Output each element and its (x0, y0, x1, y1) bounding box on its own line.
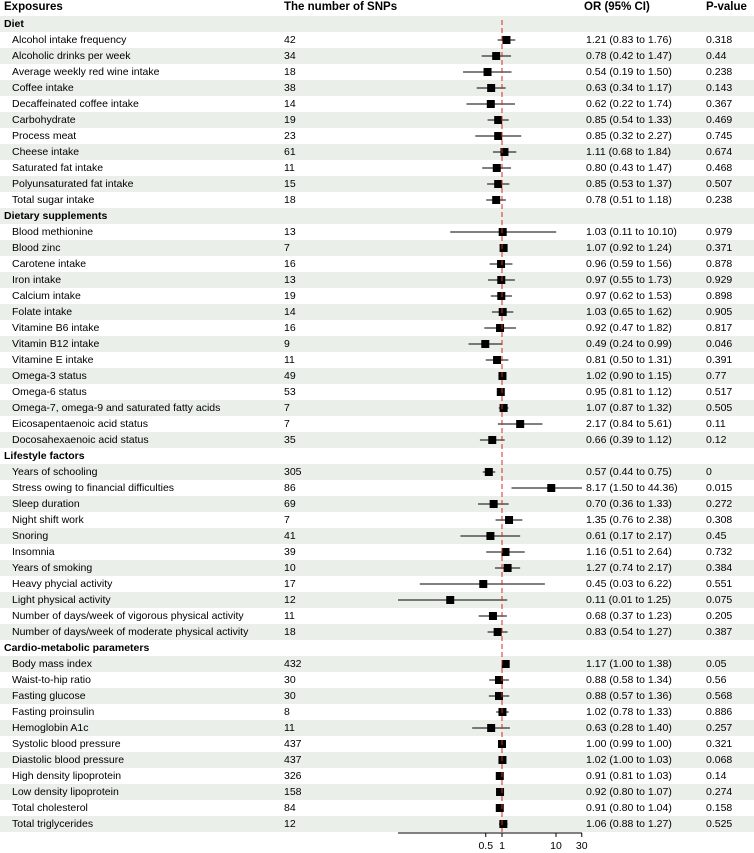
table-row (0, 480, 754, 496)
table-row (0, 768, 754, 784)
snp-count: 42 (284, 34, 296, 46)
p-value: 0.979 (706, 226, 733, 238)
or-ci-text: 0.45 (0.03 to 6.22) (586, 578, 672, 590)
snp-count: 11 (284, 162, 295, 174)
exposure-label: Waist-to-hip ratio (12, 674, 91, 686)
p-value: 0.745 (706, 130, 733, 142)
table-row (0, 528, 754, 544)
table-row (0, 800, 754, 816)
snp-count: 53 (284, 386, 296, 398)
or-ci-text: 1.11 (0.68 to 1.84) (586, 146, 672, 158)
x-axis-tick-label: 1 (499, 840, 505, 852)
exposure-label: Total cholesterol (12, 802, 88, 814)
p-value: 0.367 (706, 98, 733, 110)
p-value: 0.468 (706, 162, 733, 174)
snp-count: 23 (284, 130, 296, 142)
snp-count: 13 (284, 274, 296, 286)
table-row (0, 400, 754, 416)
snp-count: 432 (284, 658, 302, 670)
p-value: 0.05 (706, 658, 727, 670)
table-row (0, 752, 754, 768)
exposure-label: Heavy phycial activity (12, 578, 113, 590)
or-ci-text: 0.63 (0.34 to 1.17) (586, 82, 672, 94)
snp-count: 12 (284, 818, 296, 830)
header-exposures: Exposures (4, 1, 63, 13)
or-ci-text: 0.63 (0.28 to 1.40) (586, 722, 672, 734)
snp-count: 19 (284, 114, 296, 126)
table-row (0, 272, 754, 288)
snp-count: 12 (284, 594, 296, 606)
p-value: 0.371 (706, 242, 733, 254)
snp-count: 18 (284, 66, 296, 78)
p-value: 0.878 (706, 258, 733, 270)
table-row (0, 784, 754, 800)
p-value: 0.77 (706, 370, 727, 382)
table-row (0, 240, 754, 256)
snp-count: 39 (284, 546, 296, 558)
table-row (0, 720, 754, 736)
table-row (0, 192, 754, 208)
exposure-label: Vitamine E intake (12, 354, 94, 366)
snp-count: 30 (284, 674, 296, 686)
or-ci-text: 0.96 (0.59 to 1.56) (586, 258, 672, 270)
section-row (0, 16, 754, 32)
snp-count: 15 (284, 178, 296, 190)
exposure-label: Iron intake (12, 274, 62, 286)
or-ci-text: 0.78 (0.51 to 1.18) (586, 194, 672, 206)
or-ci-text: 1.17 (1.00 to 1.38) (586, 658, 672, 670)
section-label: Diet (4, 18, 24, 30)
section-row (0, 640, 754, 656)
exposure-label: Hemoglobin A1c (12, 722, 89, 734)
or-ci-text: 0.88 (0.58 to 1.34) (586, 674, 672, 686)
p-value: 0.507 (706, 178, 733, 190)
table-row (0, 816, 754, 832)
exposure-label: Snoring (12, 530, 49, 542)
table-row (0, 432, 754, 448)
p-value: 0.14 (706, 770, 727, 782)
or-ci-text: 0.85 (0.32 to 2.27) (586, 130, 672, 142)
or-ci-text: 0.83 (0.54 to 1.27) (586, 626, 672, 638)
snp-count: 86 (284, 482, 296, 494)
table-row (0, 256, 754, 272)
snp-count: 11 (284, 722, 295, 734)
p-value: 0.505 (706, 402, 733, 414)
section-label: Cardio-metabolic parameters (4, 642, 150, 654)
table-row (0, 560, 754, 576)
or-ci-text: 1.03 (0.65 to 1.62) (586, 306, 672, 318)
table-row (0, 736, 754, 752)
table-row (0, 464, 754, 480)
exposure-label: Diastolic blood pressure (12, 754, 125, 766)
snp-count: 7 (284, 418, 290, 430)
p-value: 0.12 (706, 434, 727, 446)
or-ci-text: 0.92 (0.47 to 1.82) (586, 322, 672, 334)
or-ci-text: 0.80 (0.43 to 1.47) (586, 162, 672, 174)
p-value: 0.046 (706, 338, 733, 350)
x-axis-tick-label: 0.5 (478, 840, 494, 852)
snp-count: 61 (284, 146, 296, 158)
table-row (0, 688, 754, 704)
or-ci-text: 0.85 (0.54 to 1.33) (586, 114, 672, 126)
snp-count: 16 (284, 322, 296, 334)
or-ci-text: 1.35 (0.76 to 2.38) (586, 514, 672, 526)
or-ci-text: 1.02 (0.78 to 1.33) (586, 706, 672, 718)
p-value: 0.257 (706, 722, 733, 734)
exposure-label: Average weekly red wine intake (12, 66, 160, 78)
p-value: 0.075 (706, 594, 733, 606)
table-row (0, 320, 754, 336)
table-row (0, 624, 754, 640)
exposure-label: Number of days/week of vigorous physical activity (12, 610, 244, 622)
table-row (0, 160, 754, 176)
table-row (0, 352, 754, 368)
table-row (0, 304, 754, 320)
p-value: 0.817 (706, 322, 733, 334)
table-row (0, 576, 754, 592)
or-ci-text: 1.27 (0.74 to 2.17) (586, 562, 672, 574)
exposure-label: Sleep duration (12, 498, 80, 510)
snp-count: 18 (284, 194, 296, 206)
or-ci-text: 2.17 (0.84 to 5.61) (586, 418, 672, 430)
table-row (0, 32, 754, 48)
or-ci-text: 0.78 (0.42 to 1.47) (586, 50, 672, 62)
x-axis-tick-label: 10 (550, 840, 562, 852)
table-row (0, 336, 754, 352)
table-row (0, 656, 754, 672)
exposure-label: Decaffeinated coffee intake (12, 98, 139, 110)
or-ci-text: 1.07 (0.87 to 1.32) (586, 402, 672, 414)
snp-count: 35 (284, 434, 296, 446)
snp-count: 16 (284, 258, 296, 270)
exposure-label: Low density lipoprotein (12, 786, 119, 798)
exposure-label: Omega-6 status (12, 386, 87, 398)
or-ci-text: 0.66 (0.39 to 1.12) (586, 434, 672, 446)
table-row (0, 112, 754, 128)
p-value: 0.205 (706, 610, 733, 622)
snp-count: 158 (284, 786, 302, 798)
p-value: 0.732 (706, 546, 733, 558)
snp-count: 14 (284, 98, 296, 110)
or-ci-text: 0.61 (0.17 to 2.17) (586, 530, 672, 542)
or-ci-text: 0.88 (0.57 to 1.36) (586, 690, 672, 702)
snp-count: 305 (284, 466, 302, 478)
exposure-label: Process meat (12, 130, 77, 142)
exposure-label: Blood methionine (12, 226, 94, 238)
exposure-label: Carotene intake (12, 258, 87, 270)
or-ci-text: 1.06 (0.88 to 1.27) (586, 818, 672, 830)
header-row (0, 0, 754, 16)
snp-count: 437 (284, 738, 302, 750)
p-value: 0.318 (706, 34, 733, 46)
table-row (0, 96, 754, 112)
or-ci-text: 0.54 (0.19 to 1.50) (586, 66, 672, 78)
table-row (0, 80, 754, 96)
table-row (0, 176, 754, 192)
or-ci-text: 0.57 (0.44 to 0.75) (586, 466, 672, 478)
p-value: 0.015 (706, 482, 733, 494)
table-row (0, 512, 754, 528)
p-value: 0.143 (706, 82, 733, 94)
snp-count: 49 (284, 370, 296, 382)
exposure-label: Total triglycerides (12, 818, 94, 830)
snp-count: 69 (284, 498, 296, 510)
exposure-label: Total sugar intake (12, 194, 95, 206)
or-ci-text: 1.03 (0.11 to 10.10) (586, 226, 677, 238)
exposure-label: Vitamin B12 intake (12, 338, 100, 350)
snp-count: 8 (284, 706, 290, 718)
or-ci-text: 1.02 (1.00 to 1.03) (586, 754, 672, 766)
header-or-ci: OR (95% CI) (584, 1, 650, 13)
p-value: 0.158 (706, 802, 733, 814)
exposure-label: Insomnia (12, 546, 55, 558)
section-row (0, 208, 754, 224)
or-ci-text: 0.97 (0.62 to 1.53) (586, 290, 672, 302)
snp-count: 18 (284, 626, 296, 638)
or-ci-text: 1.00 (0.99 to 1.00) (586, 738, 672, 750)
table-row (0, 416, 754, 432)
snp-count: 19 (284, 290, 296, 302)
table-row (0, 224, 754, 240)
or-ci-text: 0.62 (0.22 to 1.74) (586, 98, 672, 110)
table-row (0, 704, 754, 720)
p-value: 0.551 (706, 578, 733, 590)
or-ci-text: 1.21 (0.83 to 1.76) (586, 34, 672, 46)
p-value: 0.469 (706, 114, 733, 126)
exposure-label: Fasting proinsulin (12, 706, 95, 718)
or-ci-text: 0.70 (0.36 to 1.33) (586, 498, 672, 510)
exposure-label: Years of schooling (12, 466, 98, 478)
snp-count: 30 (284, 690, 296, 702)
or-ci-text: 0.11 (0.01 to 1.25) (586, 594, 672, 606)
or-ci-text: 8.17 (1.50 to 44.36) (586, 482, 678, 494)
table-row (0, 48, 754, 64)
x-axis-tick-label: 30 (575, 840, 588, 852)
exposure-label: Alcoholic drinks per week (12, 50, 131, 62)
p-value: 0.238 (706, 66, 733, 78)
table-row (0, 144, 754, 160)
p-value: 0.274 (706, 786, 733, 798)
p-value: 0.568 (706, 690, 733, 702)
exposure-label: Body mass index (12, 658, 92, 670)
p-value: 0.886 (706, 706, 733, 718)
snp-count: 13 (284, 226, 296, 238)
table-row (0, 592, 754, 608)
snp-count: 326 (284, 770, 302, 782)
p-value: 0.321 (706, 738, 733, 750)
table-row (0, 672, 754, 688)
p-value: 0.11 (706, 418, 726, 430)
table-row (0, 288, 754, 304)
p-value: 0.674 (706, 146, 733, 158)
section-row (0, 448, 754, 464)
p-value: 0.238 (706, 194, 733, 206)
p-value: 0.517 (706, 386, 733, 398)
or-ci-text: 1.16 (0.51 to 2.64) (586, 546, 672, 558)
exposure-label: High density lipoprotein (12, 770, 122, 782)
p-value: 0.391 (706, 354, 733, 366)
exposure-label: Alcohol intake frequency (12, 34, 127, 46)
table-row (0, 64, 754, 80)
snp-count: 84 (284, 802, 296, 814)
exposure-label: Blood zinc (12, 242, 61, 254)
exposure-label: Systolic blood pressure (12, 738, 121, 750)
snp-count: 437 (284, 754, 302, 766)
p-value: 0.525 (706, 818, 733, 830)
p-value: 0.905 (706, 306, 733, 318)
p-value: 0.898 (706, 290, 733, 302)
snp-count: 41 (284, 530, 296, 542)
p-value: 0.068 (706, 754, 733, 766)
snp-count: 11 (284, 354, 295, 366)
exposure-label: Polyunsaturated fat intake (12, 178, 134, 190)
exposure-label: Omega-7, omega-9 and saturated fatty acids (12, 402, 221, 414)
or-ci-text: 0.97 (0.55 to 1.73) (586, 274, 672, 286)
exposure-label: Vitamine B6 intake (12, 322, 100, 334)
exposure-label: Number of days/week of moderate physical activity (12, 626, 249, 638)
table-row (0, 496, 754, 512)
snp-count: 38 (284, 82, 296, 94)
exposure-label: Coffee intake (12, 82, 74, 94)
snp-count: 10 (284, 562, 296, 574)
snp-count: 14 (284, 306, 296, 318)
table-row (0, 368, 754, 384)
or-ci-text: 0.68 (0.37 to 1.23) (586, 610, 672, 622)
or-ci-text: 1.02 (0.90 to 1.15) (586, 370, 672, 382)
header-snps: The number of SNPs (284, 1, 398, 13)
or-ci-text: 0.92 (0.80 to 1.07) (586, 786, 672, 798)
section-label: Dietary supplements (4, 210, 108, 222)
p-value: 0.384 (706, 562, 733, 574)
or-ci-text: 0.95 (0.81 to 1.12) (586, 386, 672, 398)
p-value: 0 (706, 466, 712, 478)
snp-count: 17 (284, 578, 296, 590)
or-ci-text: 1.07 (0.92 to 1.24) (586, 242, 672, 254)
p-value: 0.387 (706, 626, 733, 638)
snp-count: 7 (284, 242, 290, 254)
exposure-label: Light physical activity (12, 594, 111, 606)
exposure-label: Years of smoking (12, 562, 93, 574)
exposure-label: Docosahexaenoic acid status (12, 434, 149, 446)
or-ci-text: 0.49 (0.24 to 0.99) (586, 338, 672, 350)
exposure-label: Folate intake (12, 306, 73, 318)
or-ci-text: 0.81 (0.50 to 1.31) (586, 354, 672, 366)
section-label: Lifestyle factors (4, 450, 85, 462)
snp-count: 34 (284, 50, 296, 62)
exposure-label: Saturated fat intake (12, 162, 104, 174)
table-row (0, 544, 754, 560)
header-p-value: P-value (706, 1, 747, 13)
p-value: 0.45 (706, 530, 727, 542)
p-value: 0.929 (706, 274, 733, 286)
exposure-label: Cheese intake (12, 146, 80, 158)
table-row (0, 128, 754, 144)
snp-count: 7 (284, 402, 290, 414)
snp-count: 9 (284, 338, 290, 350)
exposure-label: Fasting glucose (12, 690, 86, 702)
or-ci-text: 0.91 (0.80 to 1.04) (586, 802, 672, 814)
p-value: 0.308 (706, 514, 733, 526)
exposure-label: Omega-3 status (12, 370, 87, 382)
p-value: 0.44 (706, 50, 727, 62)
p-value: 0.272 (706, 498, 733, 510)
exposure-label: Carbohydrate (12, 114, 76, 126)
table-row (0, 608, 754, 624)
snp-count: 7 (284, 514, 290, 526)
p-value: 0.56 (706, 674, 727, 686)
exposure-label: Calcium intake (12, 290, 81, 302)
exposure-label: Stress owing to financial difficulties (12, 482, 175, 494)
exposure-label: Night shift work (12, 514, 84, 526)
or-ci-text: 0.91 (0.81 to 1.03) (586, 770, 672, 782)
snp-count: 11 (284, 610, 295, 622)
or-ci-text: 0.85 (0.53 to 1.37) (586, 178, 672, 190)
table-row (0, 384, 754, 400)
exposure-label: Eicosapentaenoic acid status (12, 418, 149, 430)
